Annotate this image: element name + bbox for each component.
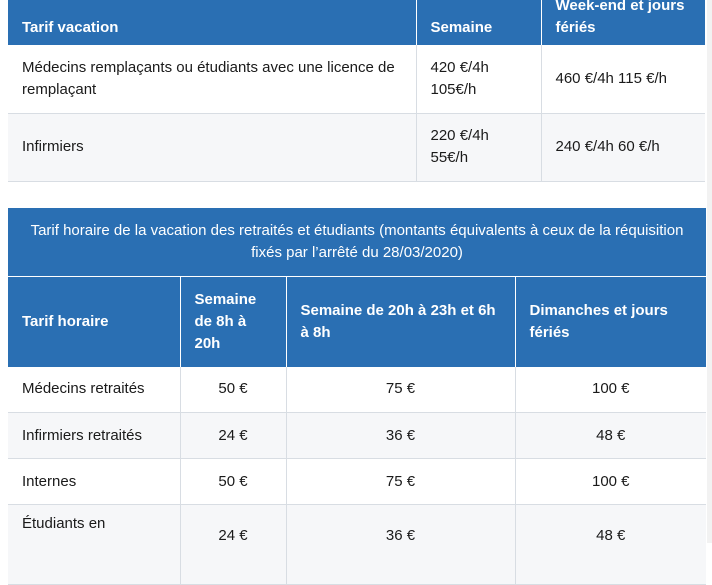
vacation-rates-table	[8, 0, 705, 182]
sunday-rate: 48 €	[515, 413, 706, 459]
day-rate: 50 €	[180, 459, 286, 505]
weekday-rate: 220 €/4h 55€/h	[416, 113, 541, 181]
night-rate: 36 €	[286, 505, 515, 585]
table-caption: Tarif horaire de la vacation des retraités et étudiants (montants équivalents à ceux de la réquisition fixés par l’arrêté du 28/03/2020)	[8, 208, 706, 276]
night-rate: 75 €	[286, 459, 515, 505]
hourly-rates-table	[8, 208, 706, 585]
sunday-rate: 48 €	[515, 505, 706, 585]
column-header: Dimanches et jours fériés	[515, 276, 706, 367]
table-row	[8, 459, 706, 505]
table-header-row	[8, 0, 705, 45]
column-header: Semaine	[416, 0, 541, 45]
table-header-row	[8, 276, 706, 367]
day-rate: 50 €	[180, 367, 286, 413]
row-label: Internes	[8, 459, 180, 505]
row-label: Médecins remplaçants ou étudiants avec une licence de remplaçant	[8, 45, 416, 113]
weekend-rate: 240 €/4h 60 €/h	[541, 113, 705, 181]
column-header: Tarif vacation	[8, 0, 416, 45]
table-caption-row	[8, 208, 706, 276]
weekday-rate: 420 €/4h 105€/h	[416, 45, 541, 113]
row-label: Infirmiers	[8, 113, 416, 181]
table-row	[8, 505, 706, 585]
scrollbar-track[interactable]	[707, 0, 712, 543]
night-rate: 36 €	[286, 413, 515, 459]
sunday-rate: 100 €	[515, 367, 706, 413]
column-header: Semaine de 8h à 20h	[180, 276, 286, 367]
column-header: Semaine de 20h à 23h et 6h à 8h	[286, 276, 515, 367]
weekend-rate: 460 €/4h 115 €/h	[541, 45, 705, 113]
row-label: Infirmiers retraités	[8, 413, 180, 459]
column-header: Week-end et jours fériés	[541, 0, 705, 45]
night-rate: 75 €	[286, 367, 515, 413]
table-row	[8, 367, 706, 413]
table-row	[8, 113, 705, 181]
day-rate: 24 €	[180, 505, 286, 585]
row-label: Étudiants en	[8, 505, 180, 585]
table-row	[8, 45, 705, 113]
sunday-rate: 100 €	[515, 459, 706, 505]
table-row	[8, 413, 706, 459]
day-rate: 24 €	[180, 413, 286, 459]
column-header: Tarif horaire	[8, 276, 180, 367]
row-label: Médecins retraités	[8, 367, 180, 413]
